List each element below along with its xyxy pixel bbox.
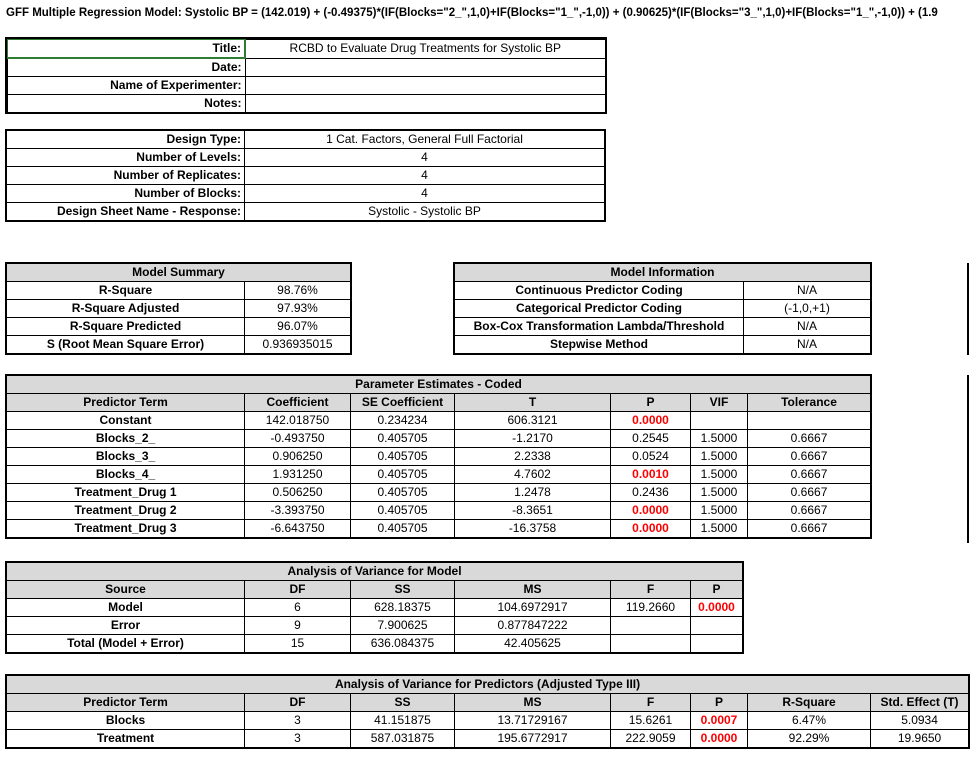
table-row: [7, 430, 871, 448]
term-cell[interactable]: Treatment_Drug 3: [7, 520, 245, 538]
model-summary-header: Model Summary: [7, 264, 351, 282]
col-source[interactable]: Source: [7, 581, 245, 599]
table-row: [7, 712, 969, 730]
coef-cell[interactable]: 1.931250: [245, 466, 351, 484]
term-cell[interactable]: Treatment_Drug 2: [7, 502, 245, 520]
se-cell[interactable]: 0.234234: [351, 412, 455, 430]
sheet-label[interactable]: Design Sheet Name - Response:: [7, 203, 245, 221]
df-cell[interactable]: 6: [245, 599, 351, 617]
replicates-label[interactable]: Number of Replicates:: [7, 167, 245, 185]
p-cell[interactable]: 0.0000: [611, 502, 691, 520]
rsq-adj-value[interactable]: 97.93%: [245, 300, 351, 318]
design-table: [6, 130, 605, 221]
parameter-estimates-header: Parameter Estimates - Coded: [7, 376, 871, 394]
ms-cell[interactable]: 104.6972917: [455, 599, 611, 617]
col-r-square[interactable]: R-Square: [748, 694, 871, 712]
info-table: [6, 38, 606, 113]
term-cell[interactable]: Treatment: [7, 730, 245, 748]
sheet-value[interactable]: Systolic - Systolic BP: [245, 203, 605, 221]
p-cell[interactable]: 0.0524: [611, 448, 691, 466]
p-cell[interactable]: [691, 617, 743, 635]
continuous-coding-value[interactable]: N/A: [744, 282, 871, 300]
model-info-header: Model Information: [455, 264, 871, 282]
term-cell[interactable]: Treatment_Drug 1: [7, 484, 245, 502]
t-cell[interactable]: 606.3121: [455, 412, 611, 430]
ss-cell[interactable]: 628.18375: [351, 599, 455, 617]
coef-cell[interactable]: -0.493750: [245, 430, 351, 448]
col-p[interactable]: P: [611, 394, 691, 412]
model-info-table: [454, 263, 871, 354]
term-cell[interactable]: Blocks_4_: [7, 466, 245, 484]
categorical-coding-value[interactable]: (-1,0,+1): [744, 300, 871, 318]
rsq-pred-value[interactable]: 96.07%: [245, 318, 351, 336]
stepwise-label[interactable]: Stepwise Method: [455, 336, 744, 354]
tolerance-cell[interactable]: 0.6667: [748, 502, 871, 520]
col-p[interactable]: P: [691, 694, 748, 712]
t-cell[interactable]: 1.2478: [455, 484, 611, 502]
tolerance-cell[interactable]: [748, 412, 871, 430]
f-cell[interactable]: 15.6261: [611, 712, 691, 730]
se-cell[interactable]: 0.405705: [351, 520, 455, 538]
p-cell[interactable]: 0.0000: [691, 599, 743, 617]
col-std-effect[interactable]: Std. Effect (T): [871, 694, 969, 712]
regression-formula: GFF Multiple Regression Model: Systolic BP = (142.019) + (-0.49375)*(IF(Blocks="2_",1,0)+IF(Blocks="1_",-1,0)) + (0.90625)*(IF(Blocks="3_",1,0)+IF(Blocks="1_",-1,0)) + (1.9: [6, 7, 938, 19]
rmse-value[interactable]: 0.936935015: [245, 336, 351, 354]
vif-cell[interactable]: 1.5000: [691, 430, 748, 448]
tolerance-cell[interactable]: 0.6667: [748, 466, 871, 484]
table-row: [7, 635, 743, 653]
col-tolerance[interactable]: Tolerance: [748, 394, 871, 412]
rsq-value[interactable]: 98.76%: [245, 282, 351, 300]
tolerance-cell[interactable]: 0.6667: [748, 430, 871, 448]
notes-value[interactable]: [245, 95, 605, 113]
term-cell[interactable]: Blocks: [7, 712, 245, 730]
table-row: [7, 617, 743, 635]
std-effect-cell[interactable]: 5.0934: [871, 712, 969, 730]
col-vif[interactable]: VIF: [691, 394, 748, 412]
offscreen-table-edge: [967, 263, 969, 355]
table-row: [7, 412, 871, 430]
p-cell[interactable]: 0.0000: [691, 730, 748, 748]
vif-cell[interactable]: 1.5000: [691, 466, 748, 484]
anova-model-table: [6, 562, 743, 653]
ms-cell[interactable]: 13.71729167: [455, 712, 611, 730]
coef-cell[interactable]: 0.506250: [245, 484, 351, 502]
term-cell[interactable]: Blocks_2_: [7, 430, 245, 448]
f-cell[interactable]: [611, 635, 691, 653]
coef-cell[interactable]: 0.906250: [245, 448, 351, 466]
table-row: [7, 520, 871, 538]
p-cell[interactable]: [691, 635, 743, 653]
anova-model-header: Analysis of Variance for Model: [7, 563, 743, 581]
rmse-label[interactable]: S (Root Mean Square Error): [7, 336, 245, 354]
t-cell[interactable]: 4.7602: [455, 466, 611, 484]
table-row: [7, 448, 871, 466]
offscreen-table-edge: [967, 375, 969, 543]
col-df[interactable]: DF: [245, 581, 351, 599]
r-square-cell[interactable]: 92.29%: [748, 730, 871, 748]
title-value[interactable]: RCBD to Evaluate Drug Treatments for Systolic BP: [245, 39, 605, 58]
t-cell[interactable]: -1.2170: [455, 430, 611, 448]
col-f[interactable]: F: [611, 694, 691, 712]
anova-predictors-table: [6, 675, 969, 748]
levels-label[interactable]: Number of Levels:: [7, 149, 245, 167]
t-cell[interactable]: 2.2338: [455, 448, 611, 466]
df-cell[interactable]: 15: [245, 635, 351, 653]
se-cell[interactable]: 0.405705: [351, 484, 455, 502]
col-f[interactable]: F: [611, 581, 691, 599]
ss-cell[interactable]: 636.084375: [351, 635, 455, 653]
table-row: [7, 484, 871, 502]
ms-cell[interactable]: 0.877847222: [455, 617, 611, 635]
std-effect-cell[interactable]: 19.9650: [871, 730, 969, 748]
source-cell[interactable]: Model: [7, 599, 245, 617]
ms-cell[interactable]: 42.405625: [455, 635, 611, 653]
vif-cell[interactable]: 1.5000: [691, 448, 748, 466]
col-se-coefficient[interactable]: SE Coefficient: [351, 394, 455, 412]
se-cell[interactable]: 0.405705: [351, 466, 455, 484]
boxcox-label[interactable]: Box-Cox Transformation Lambda/Threshold: [455, 318, 744, 336]
term-cell[interactable]: Blocks_3_: [7, 448, 245, 466]
parameter-estimates-table: [6, 375, 871, 538]
notes-label[interactable]: Notes:: [7, 95, 245, 113]
continuous-coding-label[interactable]: Continuous Predictor Coding: [455, 282, 744, 300]
col-t[interactable]: T: [455, 394, 611, 412]
df-cell[interactable]: 3: [245, 712, 351, 730]
date-value[interactable]: [245, 58, 605, 77]
f-cell[interactable]: 222.9059: [611, 730, 691, 748]
vif-cell[interactable]: 1.5000: [691, 502, 748, 520]
stepwise-value[interactable]: N/A: [744, 336, 871, 354]
rsq-adj-label[interactable]: R-Square Adjusted: [7, 300, 245, 318]
replicates-value[interactable]: 4: [245, 167, 605, 185]
levels-value[interactable]: 4: [245, 149, 605, 167]
ss-cell[interactable]: 7.900625: [351, 617, 455, 635]
col-ss[interactable]: SS: [351, 694, 455, 712]
design-type-value[interactable]: 1 Cat. Factors, General Full Factorial: [245, 131, 605, 149]
p-cell[interactable]: 0.0000: [611, 412, 691, 430]
table-row: [7, 466, 871, 484]
col-predictor-term[interactable]: Predictor Term: [7, 394, 245, 412]
vif-cell[interactable]: 1.5000: [691, 484, 748, 502]
t-cell[interactable]: -8.3651: [455, 502, 611, 520]
f-cell[interactable]: [611, 617, 691, 635]
coef-cell[interactable]: 142.018750: [245, 412, 351, 430]
col-predictor-term[interactable]: Predictor Term: [7, 694, 245, 712]
model-summary-table: [6, 263, 351, 354]
col-p[interactable]: P: [691, 581, 743, 599]
table-row: [7, 730, 969, 748]
experimenter-label[interactable]: Name of Experimenter:: [7, 77, 245, 95]
term-cell[interactable]: Constant: [7, 412, 245, 430]
tolerance-cell[interactable]: 0.6667: [748, 484, 871, 502]
title-label[interactable]: Title:: [7, 39, 245, 58]
se-cell[interactable]: 0.405705: [351, 502, 455, 520]
categorical-coding-label[interactable]: Categorical Predictor Coding: [455, 300, 744, 318]
table-row: [7, 502, 871, 520]
design-type-label[interactable]: Design Type:: [7, 131, 245, 149]
rsq-pred-label[interactable]: R-Square Predicted: [7, 318, 245, 336]
p-cell[interactable]: 0.0000: [611, 520, 691, 538]
t-cell[interactable]: -16.3758: [455, 520, 611, 538]
se-cell[interactable]: 0.405705: [351, 430, 455, 448]
ss-cell[interactable]: 41.151875: [351, 712, 455, 730]
table-row: [7, 599, 743, 617]
coef-cell[interactable]: -6.643750: [245, 520, 351, 538]
col-coefficient[interactable]: Coefficient: [245, 394, 351, 412]
p-cell[interactable]: 0.2545: [611, 430, 691, 448]
boxcox-value[interactable]: N/A: [744, 318, 871, 336]
df-cell[interactable]: 9: [245, 617, 351, 635]
f-cell[interactable]: 119.2660: [611, 599, 691, 617]
col-ms[interactable]: MS: [455, 694, 611, 712]
col-ms[interactable]: MS: [455, 581, 611, 599]
blocks-value[interactable]: 4: [245, 185, 605, 203]
blocks-label[interactable]: Number of Blocks:: [7, 185, 245, 203]
col-df[interactable]: DF: [245, 694, 351, 712]
tolerance-cell[interactable]: 0.6667: [748, 448, 871, 466]
se-cell[interactable]: 0.405705: [351, 448, 455, 466]
r-square-cell[interactable]: 6.47%: [748, 712, 871, 730]
source-cell[interactable]: Total (Model + Error): [7, 635, 245, 653]
col-ss[interactable]: SS: [351, 581, 455, 599]
tolerance-cell[interactable]: 0.6667: [748, 520, 871, 538]
p-cell[interactable]: 0.0007: [691, 712, 748, 730]
date-label[interactable]: Date:: [7, 58, 245, 77]
experimenter-value[interactable]: [245, 77, 605, 95]
anova-predictors-header: Analysis of Variance for Predictors (Adjusted Type III): [7, 676, 969, 694]
ms-cell[interactable]: 195.6772917: [455, 730, 611, 748]
df-cell[interactable]: 3: [245, 730, 351, 748]
p-cell[interactable]: 0.0010: [611, 466, 691, 484]
ss-cell[interactable]: 587.031875: [351, 730, 455, 748]
coef-cell[interactable]: -3.393750: [245, 502, 351, 520]
vif-cell[interactable]: [691, 412, 748, 430]
source-cell[interactable]: Error: [7, 617, 245, 635]
vif-cell[interactable]: 1.5000: [691, 520, 748, 538]
p-cell[interactable]: 0.2436: [611, 484, 691, 502]
rsq-label[interactable]: R-Square: [7, 282, 245, 300]
